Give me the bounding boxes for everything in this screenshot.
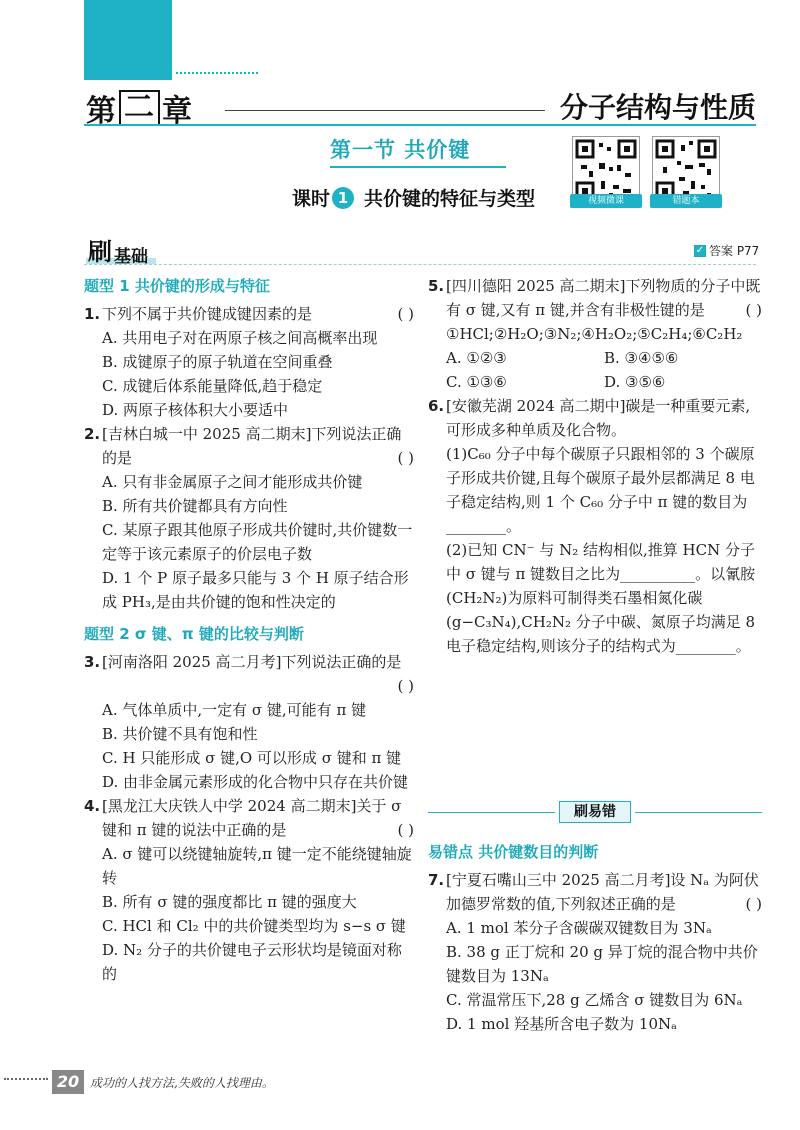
option-d: D. N₂ 分子的共价键电子云形状均是镜面对称的: [102, 941, 402, 983]
option-d: D. 1 mol 羟基所含电子数为 10Nₐ: [446, 1015, 677, 1033]
option-a: A. ①②③: [446, 349, 507, 367]
answer-paren: ( ): [397, 677, 414, 695]
question-stem: [四川德阳 2025 高二期末]下列物质的分子中既有 σ 键,又有 π 键,并含有非极性键的是: [446, 277, 761, 319]
lesson-number-badge: 1: [332, 187, 354, 209]
header-color-block: [84, 0, 172, 80]
answer-ref-text: 答案 P77: [709, 244, 760, 258]
option-a: A. 只有非金属原子之间才能形成共价键: [102, 473, 363, 491]
easy-error-divider: [428, 800, 762, 824]
left-column: [84, 274, 414, 986]
question-6-part-1: (1)C₆₀ 分子中每个碳原子只跟相邻的 3 个碳原子形成共价键,且每个碳原子最外层都满足 8 电子稳定结构,则 1 个 C₆₀ 分子中 π 键的数目为________。: [446, 445, 755, 535]
answer-paren: ( ): [745, 301, 762, 319]
chapter-underline: [84, 124, 756, 126]
easy-error-point: 易错点 共价键数目的判断: [428, 843, 599, 861]
question-number: 4.: [84, 797, 101, 815]
qr-label-video: 视频微课: [570, 194, 642, 208]
question-stem: [黑龙江大庆铁人中学 2024 高二期末]关于 σ 键和 π 键的说法中正确的是: [102, 797, 402, 839]
option-b: B. 所有共价键都具有方向性: [102, 497, 288, 515]
chapter-number: 二: [119, 90, 160, 126]
option-b: B. 所有 σ 键的强度都比 π 键的强度大: [102, 893, 357, 911]
chapter-suffix: 章: [162, 94, 193, 129]
divider-line-left: [428, 812, 555, 813]
question-stem: [吉林白城一中 2025 高二期末]下列说法正确的是: [102, 425, 402, 467]
question-2: [84, 422, 414, 614]
question-number: 6.: [428, 397, 445, 415]
question-stem: [河南洛阳 2025 高二月考]下列说法正确的是: [102, 653, 402, 671]
question-number: 5.: [428, 277, 445, 295]
checkbox-icon: ✓: [695, 244, 705, 256]
option-b: B. 成键原子的原子轨道在空间重叠: [102, 353, 333, 371]
chapter-prefix: 第: [86, 94, 117, 129]
substance-list: ①HCl;②H₂O;③N₂;④H₂O₂;⑤C₂H₄;⑥C₂H₂: [446, 325, 743, 343]
question-1: [84, 302, 414, 422]
section-underline: [330, 166, 506, 168]
option-c: C. H 只能形成 σ 键,O 可以形成 σ 键和 π 键: [102, 749, 402, 767]
brush-label: 基础: [114, 247, 148, 267]
option-c: C. 成键后体系能量降低,趋于稳定: [102, 377, 323, 395]
question-type-1: 题型 1 共价键的形成与特征: [84, 277, 270, 295]
question-number: 2.: [84, 425, 101, 443]
question-6-part-2: (2)已知 CN⁻ 与 N₂ 结构相似,推算 HCN 分子中 σ 键与 π 键数目之比为__________。以氰胺(CH₂N₂)为原料可制得类石墨相氮化碳(g−C₃N₄),CH₂N₂ 分子中碳、氮原子均满足 8 电子稳定结构,则该分子的结构式为________。: [446, 541, 756, 655]
option-d: D. ③⑤⑥: [604, 373, 666, 391]
option-b: B. 38 g 正丁烷和 20 g 异丁烷的混合物中共价键数目为 13Nₐ: [446, 943, 758, 985]
header-dots: [176, 72, 258, 74]
right-column-lower: [428, 840, 762, 1036]
option-a: A. 1 mol 苯分子含碳碳双键数目为 3Nₐ: [446, 919, 712, 937]
option-d: D. 由非金属元素形成的化合物中只存在共价键: [102, 773, 409, 791]
option-a: A. σ 键可以绕键轴旋转,π 键一定不能绕键轴旋转: [102, 845, 412, 887]
question-stem: [安徽芜湖 2024 高二期中]碳是一种重要元素,可形成多种单质及化合物。: [446, 397, 751, 439]
question-5: [428, 274, 762, 394]
question-number: 7.: [428, 871, 445, 889]
chapter-title: 分子结构与性质: [559, 91, 756, 124]
option-d: D. 两原子核体积大小要适中: [102, 401, 289, 419]
question-6: [428, 394, 762, 658]
lesson-prefix: 课时: [292, 188, 331, 210]
easy-error-label: 刷易错: [559, 801, 631, 823]
option-c: C. HCl 和 Cl₂ 中的共价键类型均为 s−s σ 键: [102, 917, 406, 935]
option-c: C. ①③⑥: [446, 373, 507, 391]
option-c: C. 某原子跟其他原子形成共价键时,共价键数一定等于该元素原子的价层电子数: [102, 521, 413, 563]
page-number: 20: [52, 1070, 84, 1094]
question-stem: 下列不属于共价键成键因素的是: [102, 305, 313, 323]
divider-line-right: [635, 812, 762, 813]
qr-label-errors: 错题本: [650, 194, 722, 208]
question-stem: [宁夏石嘴山三中 2025 高二月考]设 Nₐ 为阿伏加德罗常数的值,下列叙述正确的是: [446, 871, 759, 913]
question-4: [84, 794, 414, 986]
lesson-title-text: 共价键的特征与类型: [364, 188, 536, 210]
footer-motto: 成功的人找方法,失败的人找理由。: [90, 1076, 274, 1090]
answer-reference: [694, 242, 759, 259]
option-b: B. ③④⑤⑥: [604, 349, 679, 367]
brush-basics-heading: [88, 232, 148, 267]
footer-dots: [4, 1078, 48, 1080]
option-a: A. 共用电子对在两原子核之间高概率出现: [102, 329, 378, 347]
right-column: [428, 274, 762, 658]
answer-paren: ( ): [397, 305, 414, 323]
option-a: A. 气体单质中,一定有 σ 键,可能有 π 键: [102, 701, 367, 719]
question-number: 3.: [84, 653, 101, 671]
answer-rule: [84, 264, 756, 265]
answer-paren: ( ): [745, 895, 762, 913]
answer-paren: ( ): [397, 449, 414, 467]
question-number: 1.: [84, 305, 101, 323]
option-d: D. 1 个 P 原子最多只能与 3 个 H 原子结合形成 PH₃,是由共价键的饱和性决定的: [102, 569, 409, 611]
question-type-2: 题型 2 σ 键、π 键的比较与判断: [84, 625, 304, 643]
question-3: [84, 650, 414, 794]
lesson-title: [292, 184, 535, 211]
section-title: 第一节 共价键: [330, 138, 471, 162]
option-b: B. 共价键不具有饱和性: [102, 725, 258, 743]
chapter-rule: [225, 110, 545, 111]
answer-paren: ( ): [397, 821, 414, 839]
option-c: C. 常温常压下,28 g 乙烯含 σ 键数目为 6Nₐ: [446, 991, 743, 1009]
brush-big-char: 刷: [88, 238, 112, 266]
question-7: [428, 868, 762, 1036]
